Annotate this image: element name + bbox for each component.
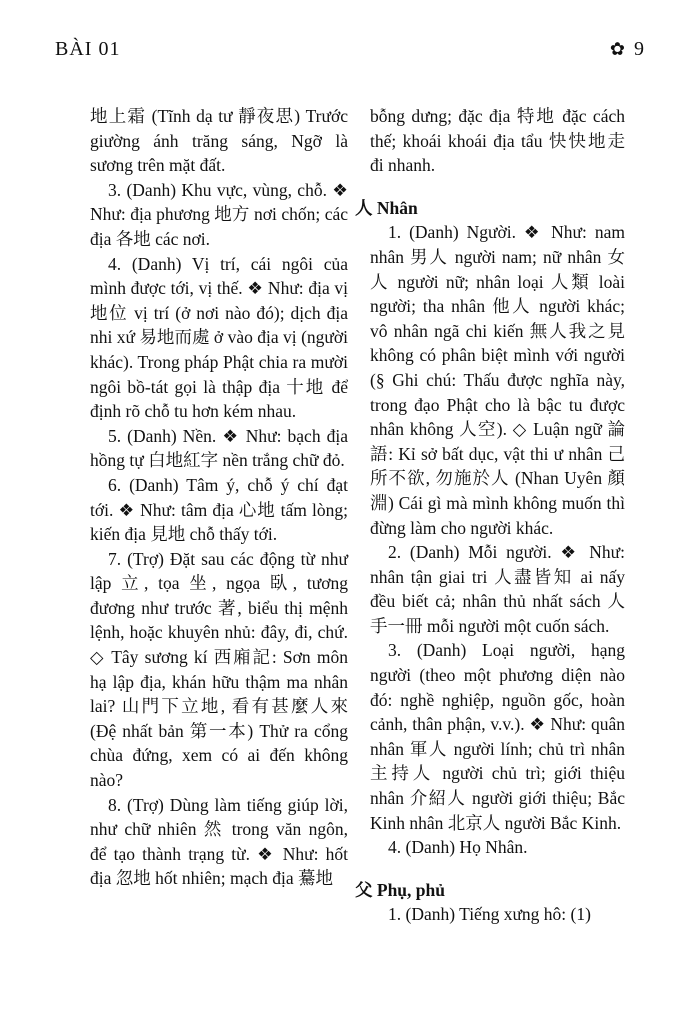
page-number-box <box>610 38 645 61</box>
entry-heading: 父 Phụ, phủ <box>355 879 445 900</box>
paragraph: 8. (Trợ) Dùng làm tiếng giúp lời, như chữ nhiên 然 trong văn ngôn, để tạo thành trạng từ. ❖ Như: hốt địa 忽地 hốt nhiên; mạch địa 驀地 <box>90 794 348 889</box>
paragraph: 4. (Danh) Vị trí, cái ngôi của mình được tới, vị thế. ❖ Như: địa vị 地位 vị trí (ở nơi nào đó); dịch địa nhi xứ 易地而處 ở vào địa vị (người khác). Trong pháp Phật chia ra mười ngôi bồ-tát gọi là thập địa 十地 để định rõ chỗ tu hơn kém nhau. <box>90 253 348 422</box>
paragraph: 3. (Danh) Khu vực, vùng, chỗ. ❖ Như: địa phương 地方 nơi chốn; các địa 各地 các nơi. <box>90 179 348 249</box>
paragraph: 7. (Trợ) Đặt sau các động từ như lập 立, tọa 坐, ngọa 臥, tương đương như trước 著, biểu thị mệnh lệnh, hoặc khuyên nhủ: đây, đi, chứ. ◇ Tây sương kí 西廂記: Sơn môn hạ lập địa, khán hữu thậm ma nhân lai? 山門下立地, 看有甚麼人來 (Đệ nhất bản 第一本) Thử ra cổng chùa đứng, xem có ai đến không nào? <box>90 548 348 791</box>
paragraph: 4. (Danh) Họ Nhân. <box>388 837 528 858</box>
paragraph: 1. (Danh) Tiếng xưng hô: (1) <box>388 904 591 925</box>
left-column <box>90 104 348 891</box>
lesson-title: BÀI 01 <box>55 38 121 60</box>
right-column <box>355 104 625 927</box>
entry-heading: 人 Nhân <box>355 197 418 218</box>
paragraph: 2. (Danh) Mỗi người. ❖ Như: nhân tận giai tri 人盡皆知 ai nấy đều biết cả; nhân thủ nhất sách 人手一冊 mỗi người một cuốn sách. <box>370 542 625 636</box>
paragraph: bỗng dưng; đặc địa 特地 đặc cách thế; khoái khoái địa tẩu 快快地走 đi nhanh. <box>370 106 625 176</box>
paragraph: 地上霜 (Tĩnh dạ tư 靜夜思) Trước giường ánh trăng sáng, Ngỡ là sương trên mặt đất. <box>90 106 348 176</box>
page-number: 9 <box>634 38 645 60</box>
paragraph: 5. (Danh) Nền. ❖ Như: bạch địa hồng tự 白地紅字 nền trắng chữ đỏ. <box>90 425 348 471</box>
page-header <box>55 38 645 68</box>
paragraph: 3. (Danh) Loại người, hạng người (theo một phương diện nào đó: nghề nghiệp, nguồn gốc, hoàn cảnh, thân phận, v.v.). ❖ Như: quân nhân 軍人 người lính; chủ trì nhân 主持人 người chủ trì; giới thiệu nhân 介紹人 người giới thiệu; Bắc Kinh nhân 北京人 người Bắc Kinh. <box>370 640 625 833</box>
paragraph: 1. (Danh) Người. ❖ Như: nam nhân 男人 người nam; nữ nhân 女人 người nữ; nhân loại 人類 loài người; tha nhân 他人 người khác; vô nhân ngã chi kiến 無人我之見 không có phân biệt mình với người (§ Ghi chú: Thấu được nghĩa này, trong đạo Phật cho là bậc tu được nhân không 人空). ◇ Luận ngữ 論語: Kỉ sở bất dục, vật thi ư nhân 己所不欲, 勿施於人 (Nhan Uyên 顏淵) Cái gì mà mình không muốn thì đừng làm cho người khác. <box>370 222 625 538</box>
flower-ornament-icon: ✿ <box>609 39 626 60</box>
paragraph: 6. (Danh) Tâm ý, chỗ ý chí đạt tới. ❖ Như: tâm địa 心地 tấm lòng; kiến địa 見地 chỗ thấy tới. <box>90 474 348 545</box>
